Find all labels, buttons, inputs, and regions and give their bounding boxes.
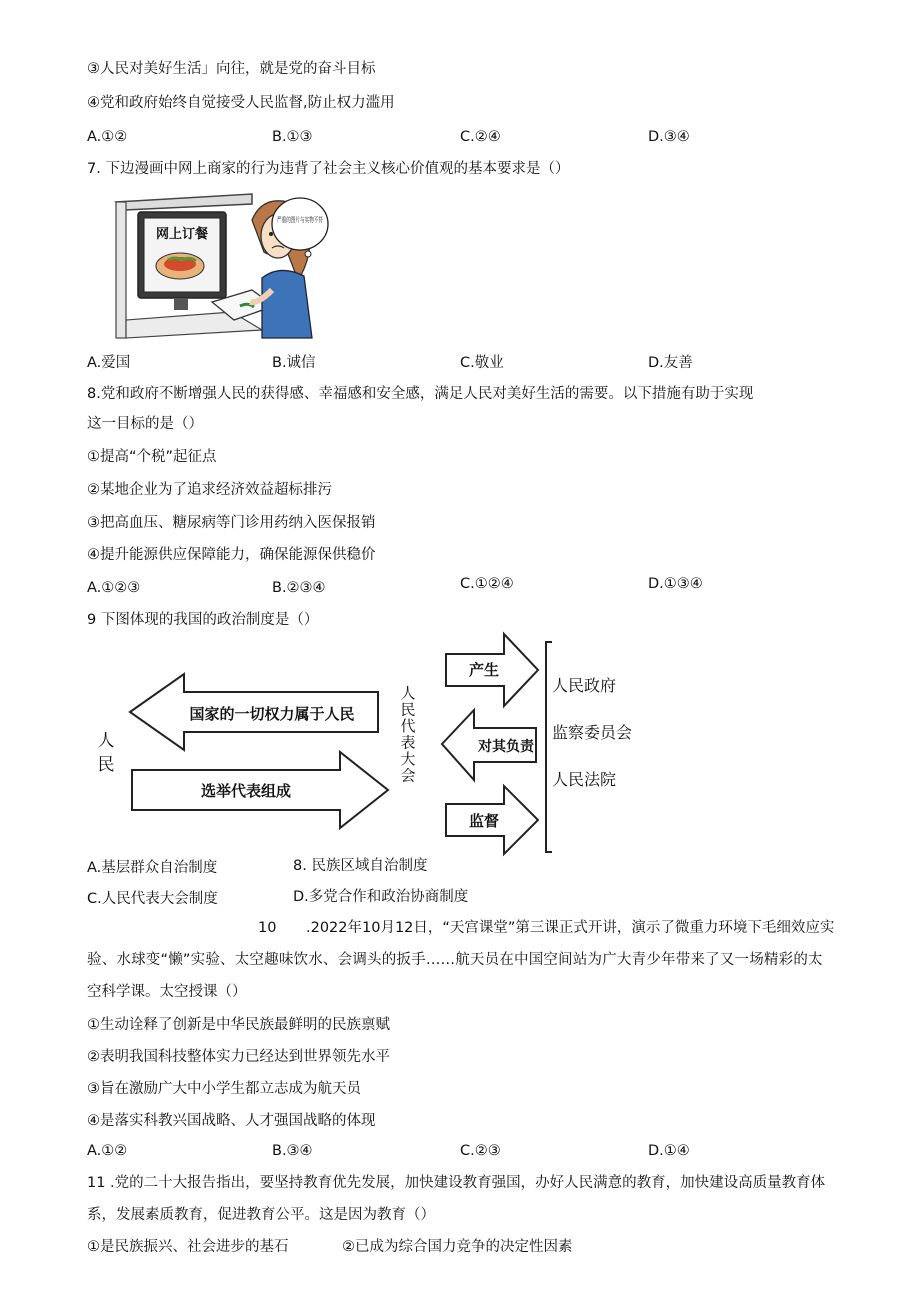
people-vert-char: 人 bbox=[97, 731, 115, 751]
q6-option-a: A.①② bbox=[87, 129, 128, 145]
q7-cartoon bbox=[112, 190, 347, 342]
people-vert-char: 民 bbox=[97, 755, 115, 775]
q11-item-2: ②已成为综合国力竞争的决定性因素 bbox=[342, 1239, 573, 1255]
congress-vert-char: 人 bbox=[400, 684, 416, 702]
q7-option-d: D.友善 bbox=[648, 355, 693, 371]
q10-number: 10 bbox=[258, 920, 277, 936]
q6-item-3: ③人民对美好生活」向往，就是党的奋斗目标 bbox=[87, 61, 376, 77]
q9-option-a: A.基层群众自治制度 bbox=[87, 860, 218, 876]
q8-stem-line2: 这一目标的是（） bbox=[87, 416, 203, 432]
q10-line2: 验、水球变“懒”实验、太空趣味饮水、会调头的扳手……航天员在中国空间站为广大青少年带来了又一场精彩的太 bbox=[87, 952, 823, 968]
diagram-arrow-supervise: 监督 bbox=[468, 812, 500, 830]
q8-option-d: D.①③④ bbox=[648, 576, 703, 592]
q8-item-4: ④提升能源供应保障能力，确保能源保供稳价 bbox=[87, 547, 376, 563]
q8-option-c: C.①②④ bbox=[460, 576, 514, 592]
cartoon-screen-text: 网上订餐 bbox=[155, 227, 209, 242]
q9-stem: 9 下图体现的我国的政治制度是（） bbox=[87, 612, 319, 628]
q7-stem: 7. 下边漫画中网上商家的行为违背了社会主义核心价值观的基本要求是（） bbox=[87, 161, 570, 177]
diagram-arrow-elect: 选举代表组成 bbox=[200, 782, 292, 800]
q11-line2: 系，发展素质教育，促进教育公平。这是因为教育（） bbox=[87, 1207, 435, 1223]
q7-option-b: B.诚信 bbox=[272, 355, 316, 371]
diagram-organ-supervisory: 监察委员会 bbox=[552, 723, 633, 742]
diagram-people-label bbox=[98, 731, 115, 775]
q9-option-d: D.多党合作和政治协商制度 bbox=[293, 889, 469, 905]
q10-option-b: B.③④ bbox=[272, 1143, 313, 1159]
q8-option-a: A.①②③ bbox=[87, 580, 141, 596]
q8-item-1: ①提高“个税”起征点 bbox=[87, 449, 217, 465]
q8-item-3: ③把高血压、糖尿病等门诊用药纳入医保报销 bbox=[87, 515, 376, 531]
diagram-arrow-produce: 产生 bbox=[468, 661, 500, 679]
q7-option-c: C.敬业 bbox=[460, 355, 504, 371]
q10-option-c: C.②③ bbox=[460, 1143, 501, 1159]
congress-vert-char: 代 bbox=[400, 717, 416, 735]
q10-option-a: A.①② bbox=[87, 1143, 128, 1159]
q9-option-c: C.人民代表大会制度 bbox=[87, 891, 218, 907]
diagram-arrow-power: 国家的一切权力属于人民 bbox=[189, 705, 355, 723]
q6-option-d: D.③④ bbox=[648, 129, 690, 145]
q11-line1: 11 .党的二十大报告指出，要坚持教育优先发展，加快建设教育强国，办好人民满意的教育，加快建设高质量教育体 bbox=[87, 1175, 826, 1191]
q10-item-2: ②表明我国科技整体实力已经达到世界领先水平 bbox=[87, 1049, 390, 1065]
q11-item-1: ①是民族振兴、社会进步的基石 bbox=[87, 1239, 289, 1255]
diagram-arrow-responsible: 对其负责 bbox=[478, 739, 534, 755]
congress-vert-char: 民 bbox=[400, 700, 416, 719]
congress-vert-char: 大 bbox=[400, 750, 416, 768]
diagram-organ-court: 人民法院 bbox=[552, 770, 617, 789]
q8-item-2: ②某地企业为了追求经济效益超标排污 bbox=[87, 482, 332, 498]
q10-option-d: D.①④ bbox=[648, 1143, 690, 1159]
cartoon-bubble-text: 严重的图片与实物不符 bbox=[277, 216, 347, 224]
q10-item-3: ③旨在激励广大中小学生都立志成为航天员 bbox=[87, 1081, 361, 1097]
q6-item-4: ④党和政府始终自觉接受人民监督,防止权力滥用 bbox=[87, 95, 395, 111]
q10-item-1: ①生动诠释了创新是中华民族最鲜明的民族禀赋 bbox=[87, 1017, 390, 1033]
q8-stem-line1: 8.党和政府不断增强人民的获得感、幸福感和安全感，满足人民对美好生活的需要。以下措施有助于实现 bbox=[87, 386, 754, 402]
q9-diagram bbox=[90, 628, 650, 856]
diagram-organ-government: 人民政府 bbox=[552, 676, 617, 695]
diagram-congress-label bbox=[400, 684, 415, 785]
q10-item-4: ④是落实科教兴国战略、人才强国战略的体现 bbox=[87, 1113, 376, 1129]
q10-line3: 空科学课。太空授课（） bbox=[87, 984, 247, 1000]
q7-option-a: A.爱国 bbox=[87, 355, 131, 371]
congress-vert-char: 表 bbox=[400, 733, 416, 752]
q6-option-c: C.②④ bbox=[460, 129, 501, 145]
congress-vert-char: 会 bbox=[400, 766, 416, 785]
q10-line1: .2022年10月12日，“天宫课堂”第三课正式开讲，演示了微重力环境下毛细效应实 bbox=[306, 920, 835, 936]
q8-option-b: B.②③④ bbox=[272, 580, 326, 596]
q9-option-b: 8. 民族区域自治制度 bbox=[293, 858, 428, 874]
q6-option-b: B.①③ bbox=[272, 129, 313, 145]
